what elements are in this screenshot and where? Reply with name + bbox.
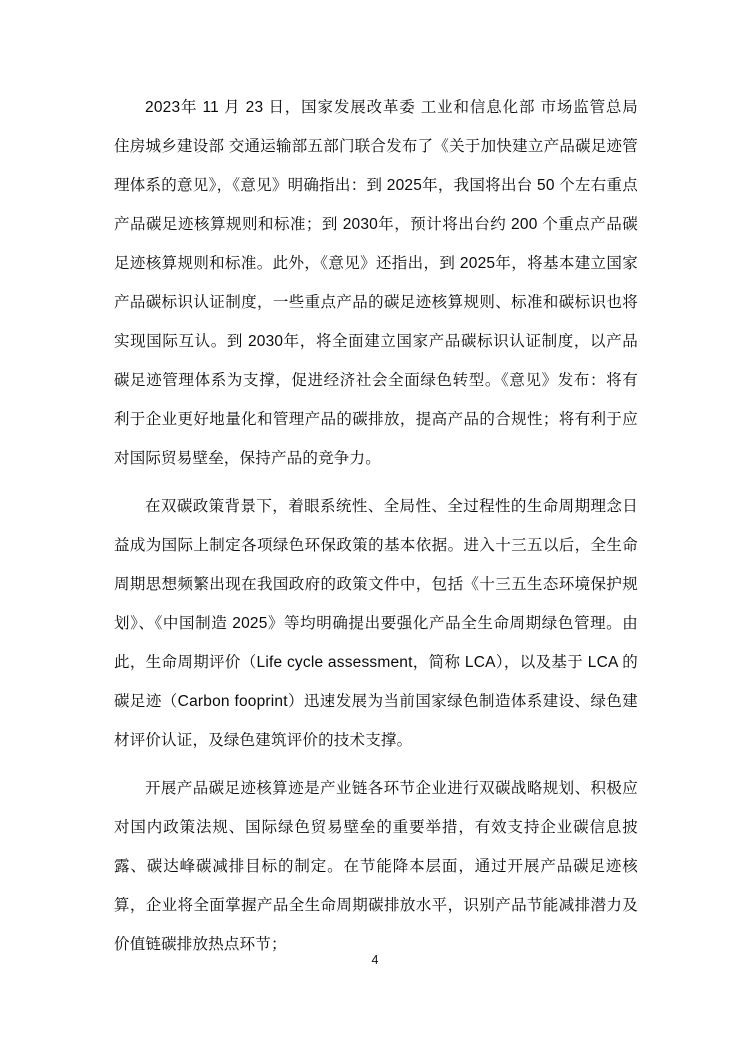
page-body: [114, 88, 638, 973]
paragraph-lca-background: 在双碳政策背景下，着眼系统性、全局性、全过程性的生命周期理念日益成为国际上制定各项绿色环保政策的基本依据。进入十三五以后，全生命周期思想频繁出现在我国政府的政策文件中，包括《十三五生态环境保护规划》、《中国制造 2025》等均明确提出要强化产品全生命周期绿色管理。由此，生命周期评价（Life cycle assessment，简称 LCA），以及基于 LCA 的碳足迹（Carbon fooprint）迅速发展为当前国家绿色制造体系建设、绿色建材评价认证，及绿色建筑评价的技术支撑。: [114, 498, 638, 749]
paragraph-carbon-accounting-benefits: 开展产品碳足迹核算迹是产业链各环节企业进行双碳战略规划、积极应对国内政策法规、国际绿色贸易壁垒的重要举措，有效支持企业碳信息披露、碳达峰碳减排目标的制定。在节能降本层面，通过开展产品碳足迹核算，企业将全面掌握产品全生命周期碳排放水平，识别产品节能减排潜力及价值链碳排放热点环节；: [114, 780, 638, 953]
paragraph-policy-announcement: 2023年 11 月 23 日，国家发展改革委 工业和信息化部 市场监管总局 住房城乡建设部 交通运输部五部门联合发布了《关于加快建立产品碳足迹管理体系的意见》，《意见》明确指出：到 2025年，我国将出台 50 个左右重点产品碳足迹核算规则和标准；到 2030年，预计将出台约 200 个重点产品碳足迹核算规则和标准。此外，《意见》还指出，到 2025年，将基本建立国家产品碳标识认证制度，一些重点产品的碳足迹核算规则、标准和碳标识也将实现国际互认。到 2030年，将全面建立国家产品碳标识认证制度，以产品碳足迹管理体系为支撑，促进经济社会全面绿色转型。《意见》发布：将有利于企业更好地量化和管理产品的碳排放，提高产品的合规性；将有利于应对国际贸易壁垒，保持产品的竞争力。: [114, 99, 638, 467]
page-number: 4: [371, 953, 379, 967]
